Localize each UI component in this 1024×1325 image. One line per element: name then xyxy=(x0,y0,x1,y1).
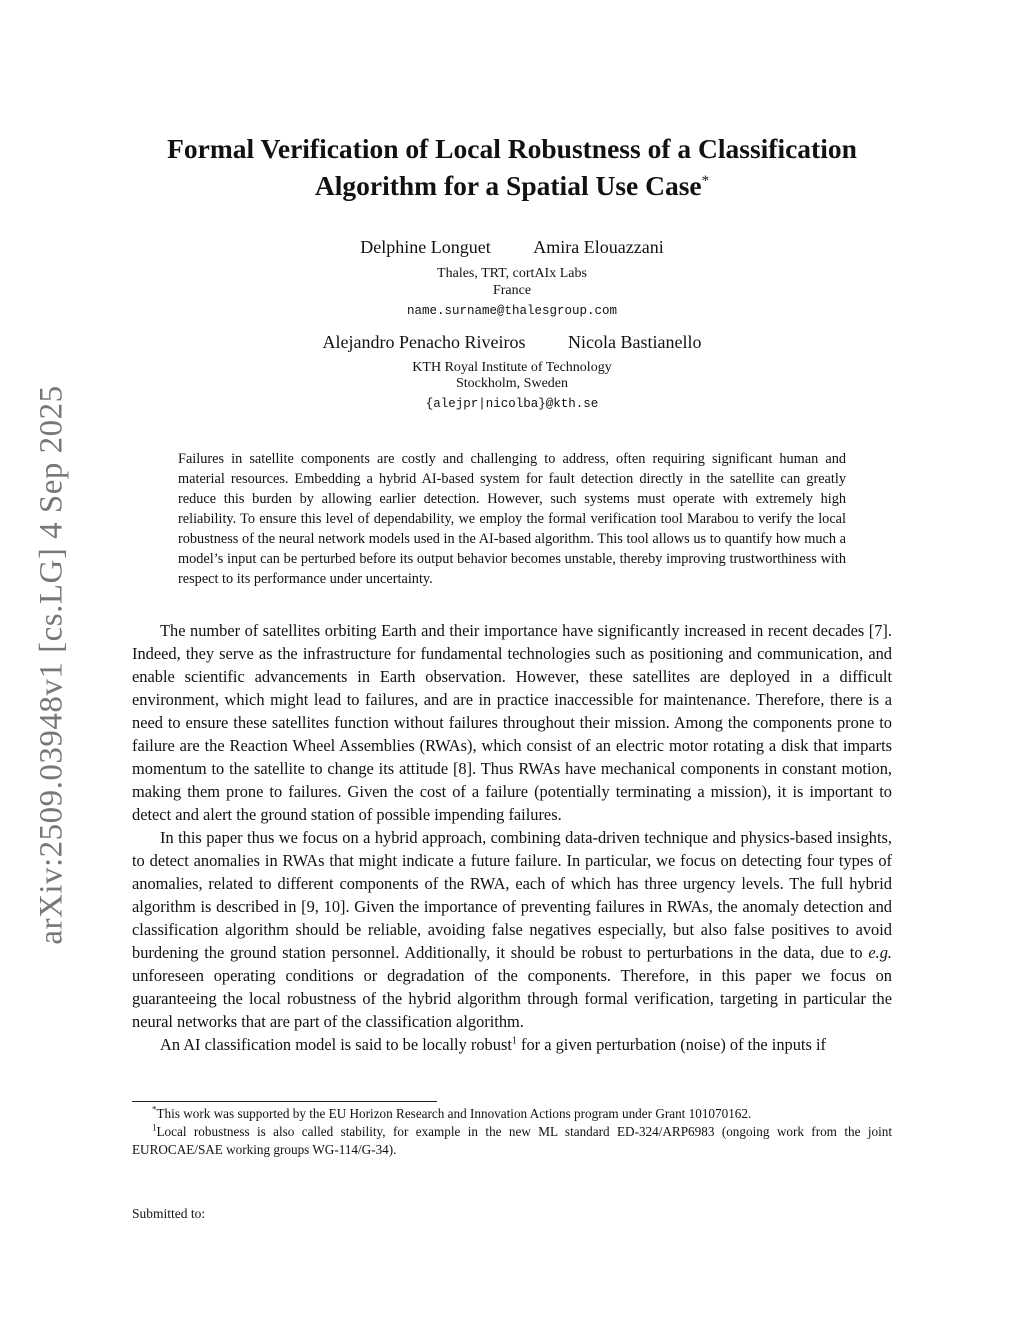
abstract: Failures in satellite components are costly and challenging to address, often requiring significant human and material resources. Embedding a hybrid AI-based system for fault detection directly in the satellite can greatly reduce this burden by allowing earlier detection. However, such systems must operate with extremely high reliability. To ensure this level of dependability, we employ the formal verification tool Marabou to verify the local robustness of the neural network models used in the AI-based algorithm. This tool allows us to quantify how much a model’s input can be perturbed before its output behavior becomes unstable, thereby improving trustworthiness with respect to its performance under uncertainty. xyxy=(178,451,846,587)
author-group-1-names xyxy=(132,237,892,258)
paragraph-3-text-a: An AI classification model is said to be locally robust xyxy=(160,1035,512,1054)
title-line-2-text: Algorithm for a Spatial Use Case xyxy=(314,170,702,201)
footnotes xyxy=(132,1105,892,1159)
title-line-2 xyxy=(132,167,892,204)
footnote-1-text: Local robustness is also called stability, for example in the new ML standard ED-324/ARP6983 (ongoing work from the joint EUROCAE/SAE working groups WG-114/G-34). xyxy=(132,1124,892,1157)
paragraph-2-text-a: In this paper thus we focus on a hybrid approach, combining data-driven technique and physics-based insights, to detect anomalies in RWAs that might indicate a future failure. In particular, we focus on detecting four types of anomalies, related to different components of the RWA, each of which has three urgency levels. The full hybrid algorithm is described in [9, 10]. Given the importance of preventing failures in RWAs, the anomaly detection and classification algorithm should be reliable, avoiding false negatives especially, but also false positives to avoid burdening the ground station personnel. Additionally, it should be robust to perturbations in the data, due to xyxy=(132,828,892,962)
body-paragraph-3 xyxy=(132,1033,892,1056)
footnote-1-ref: 1 xyxy=(511,1035,517,1047)
author-name: Nicola Bastianello xyxy=(567,332,702,352)
paragraph-2-eg: e.g. xyxy=(868,943,892,962)
footnote-star xyxy=(132,1105,892,1123)
author-group-2-country: Stockholm, Sweden xyxy=(456,376,568,391)
author-group-1-country: France xyxy=(492,283,532,298)
author-group-2-names xyxy=(132,332,892,353)
body-paragraph-2 xyxy=(132,826,892,1033)
title-footnote-mark: * xyxy=(701,172,710,189)
body-paragraph-1: The number of satellites orbiting Earth and their importance have significantly increased in recent decades [7]. Indeed, they serve as the infrastructure for fundamental technologies such as positioning and communication, and enable scientific advancements in Earth observation. However, these satellites are deployed in a difficult environment, which might lead to failures, and are in practice inaccessible for maintenance. Therefore, there is a need to ensure these satellites function without failures throughout their mission. Among the components prone to failure are the Reaction Wheel Assemblies (RWAs), which consist of an electric motor rotating a disk that imparts momentum to the satellite to change its attitude [8]. Thus RWAs have mechanical components in constant motion, making them prone to failures. Given the cost of a failure (potentially terminating a mission), it is important to detect and alert the ground station of possible impending failures. xyxy=(132,621,892,824)
footnote-1-mark: 1 xyxy=(152,1122,157,1133)
footnote-star-text: This work was supported by the EU Horizon Research and Innovation Actions program under Grant 101070162. xyxy=(156,1106,752,1121)
author-group-2-email: {alejpr|nicolba}@kth.se xyxy=(425,397,599,411)
paragraph-2-text-b: unforeseen operating conditions or degradation of the components. Therefore, in this paper we focus on guaranteeing the local robustness of the hybrid algorithm through formal verification, targeting in particular the neural networks that are part of the classification algorithm. xyxy=(132,966,892,1031)
footnote-1 xyxy=(132,1123,892,1159)
paper-title xyxy=(132,130,892,204)
author-name: Delphine Longuet xyxy=(360,237,491,257)
author-group-2-affiliation: KTH Royal Institute of Technology xyxy=(412,360,612,375)
footnote-star-mark: * xyxy=(152,1104,157,1115)
author-group-1-affiliation: Thales, TRT, cortAIx Labs xyxy=(437,266,587,281)
footnote-divider xyxy=(132,1101,437,1102)
author-group-1-email: name.surname@thalesgroup.com xyxy=(406,304,618,318)
arxiv-identifier-stamp: arXiv:2509.03948v1 [cs.LG] 4 Sep 2025 xyxy=(33,385,70,945)
author-name: Amira Elouazzani xyxy=(533,237,664,257)
body-text xyxy=(132,619,892,1056)
author-name: Alejandro Penacho Riveiros xyxy=(322,332,526,352)
submitted-to: Submitted to: xyxy=(132,1206,206,1221)
title-line-1: Formal Verification of Local Robustness of a Classification xyxy=(167,133,857,164)
paragraph-3-text-b: for a given perturbation (noise) of the inputs if xyxy=(516,1035,826,1054)
